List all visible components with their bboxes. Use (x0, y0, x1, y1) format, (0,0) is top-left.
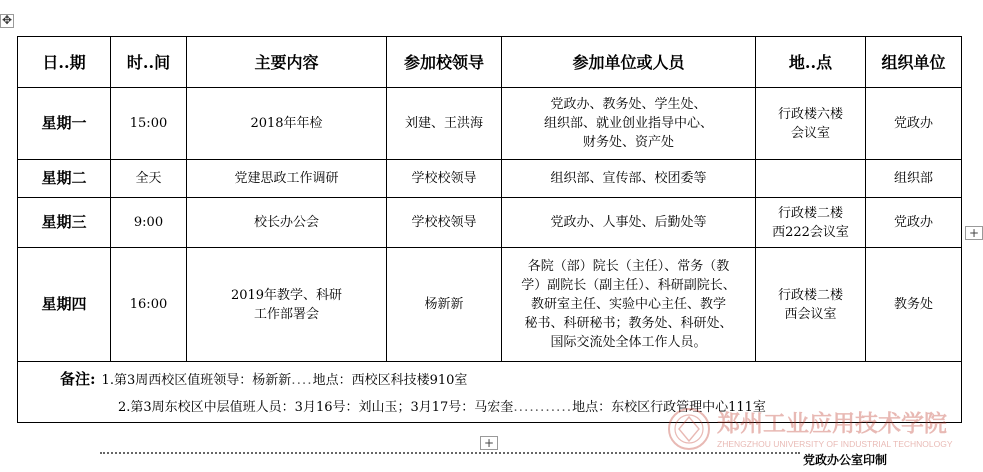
note-line-2: 2.第3周东校区中层值班人员：3月16号：刘山玉；3月17号：马宏奎․․․․․․․․․․․地点：东校区行政管理中心111室 (118, 400, 766, 415)
participants-line: 组织部、就业创业指导中心、 (543, 116, 713, 131)
location-line: 西222会议室 (772, 224, 849, 240)
table-move-handle-icon[interactable]: ✥ (1, 13, 13, 27)
location-line: 行政楼二楼 (777, 287, 843, 303)
cell-leaders: 学校校领导 (387, 160, 502, 198)
cell-leaders: 学校校领导 (387, 198, 502, 248)
add-column-plus-icon[interactable]: + (965, 226, 983, 240)
note-2-location: 地点：东校区行政管理中心111室 (572, 400, 766, 415)
cell-organizer: 党政办 (866, 198, 962, 248)
notes-row (18, 362, 962, 423)
location-line: 西会议室 (784, 306, 837, 322)
table-row (18, 160, 962, 198)
schedule-table (17, 36, 962, 423)
cell-content: 2018年年检 (187, 88, 387, 160)
cell-leaders: 杨新新 (387, 248, 502, 362)
cell-time: 16:00 (111, 248, 187, 362)
participants-line: 秘书、科研秘书；教务处、科研处、 (524, 316, 733, 331)
participants-line: 党政办、人事处、后勤处等 (550, 215, 707, 230)
cell-organizer: 党政办 (866, 88, 962, 160)
note-line-1: 备注: 1.第3周西校区值班领导：杨新新․․․․地点：西校区科技楼910室 (60, 370, 468, 388)
header-leaders: 参加校领导 (387, 37, 502, 88)
header-participants: 参加单位或人员 (502, 37, 756, 88)
participants-line: 财务处、资产处 (582, 135, 674, 150)
cell-content: 校长办公会 (187, 198, 387, 248)
header-time: 时․․间 (111, 37, 187, 88)
table-row (18, 248, 962, 362)
header-content: 主要内容 (187, 37, 387, 88)
cell-leaders: 刘建、王洪海 (387, 88, 502, 160)
location-line: 行政楼二楼 (777, 205, 843, 221)
note-2-text: 2.第3周东校区中层值班人员：3月16号：刘山玉；3月17号：马宏奎 (118, 400, 514, 415)
content-line: 2019年教学、科研 (230, 287, 343, 303)
cell-location (756, 160, 866, 198)
cell-participants (502, 248, 756, 362)
cell-time: 9:00 (111, 198, 187, 248)
notes-label: 备注: (60, 370, 96, 388)
header-organizer: 组织单位 (866, 37, 962, 88)
cell-day: 星期四 (18, 248, 111, 362)
content-line: 工作部署会 (253, 306, 319, 322)
cell-content: 党建思政工作调研 (187, 160, 387, 198)
cell-participants (502, 88, 756, 160)
header-row (18, 37, 962, 88)
cell-location (756, 198, 866, 248)
participants-line: 教研室主任、实验中心主任、教学 (530, 297, 726, 312)
table-row (18, 88, 962, 160)
add-row-plus-icon[interactable]: + (480, 436, 498, 450)
participants-line: 各院（部）院长（主任）、常务（教 (527, 259, 730, 274)
note-1-text: 1.第3周西校区值班领导：杨新新 (101, 373, 292, 388)
svg-text:郑州工业应用技术学院: 郑州工业应用技术学院 (717, 411, 947, 436)
footer-divider (100, 452, 800, 454)
location-line: 会议室 (790, 125, 830, 141)
cell-location (756, 88, 866, 160)
cell-organizer: 组织部 (866, 160, 962, 198)
cell-day: 星期二 (18, 160, 111, 198)
printed-by-label: 党政办公室印制 (803, 453, 888, 467)
participants-line: 学）副院长（副主任）、科研副院长、 (521, 278, 736, 293)
cell-content (187, 248, 387, 362)
cell-organizer: 教务处 (866, 248, 962, 362)
cell-day: 星期三 (18, 198, 111, 248)
cell-participants (502, 160, 756, 198)
notes-cell (18, 362, 962, 423)
table-row (18, 198, 962, 248)
cell-time: 15:00 (111, 88, 187, 160)
svg-text:ZHENGZHOU UNIVERSITY OF INDUST: ZHENGZHOU UNIVERSITY OF INDUSTRIAL TECHNOLOGY (717, 439, 953, 449)
cell-participants (502, 198, 756, 248)
participants-line: 组织部、宣传部、校团委等 (550, 171, 707, 186)
participants-line: 党政办、教务处、学生处、 (550, 97, 707, 112)
header-date: 日․․期 (18, 37, 111, 88)
note-1-location: 地点：西校区科技楼910室 (312, 373, 468, 388)
cell-day: 星期一 (18, 88, 111, 160)
cell-location (756, 248, 866, 362)
cell-time: 全天 (111, 160, 187, 198)
participants-line: 国际交流处全体工作人员。 (550, 335, 707, 350)
location-line: 行政楼六楼 (777, 106, 843, 122)
header-location: 地․․点 (756, 37, 866, 88)
